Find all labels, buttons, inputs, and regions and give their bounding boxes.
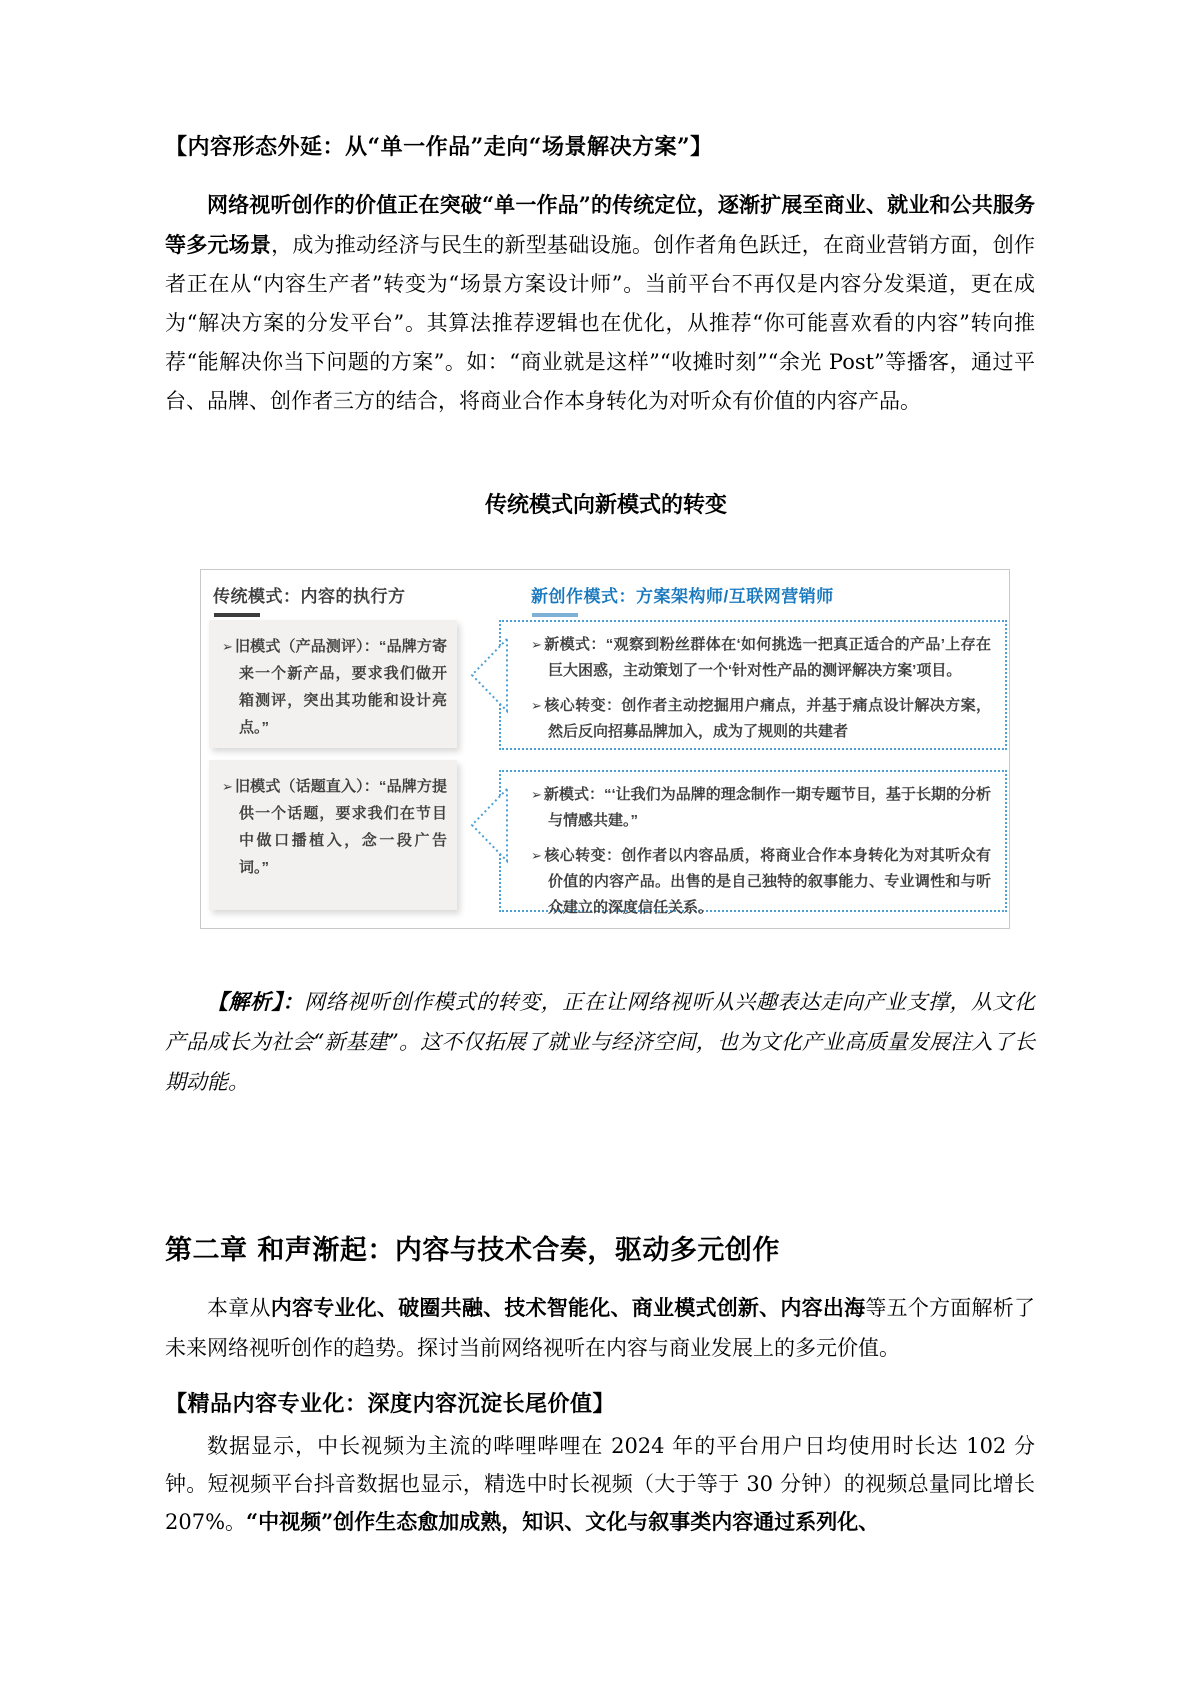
old-mode-item bbox=[222, 773, 447, 881]
core-shift-text: 核心转变：创作者主动挖掘用户痛点，并基于痛点设计解决方案，然后反向招募品牌加入，成为了规则的共建者 bbox=[543, 697, 991, 740]
old-mode-box-product-review bbox=[209, 620, 457, 748]
paragraph-bold-lead: 网络视听创作的价值正在突破“单一作品”的传统定位，逐渐扩展至商业、就业和公共服务等多元场景 bbox=[165, 192, 1035, 257]
callout-tail-icon bbox=[463, 636, 509, 714]
chapter-2-intro bbox=[165, 1288, 1035, 1368]
arrow-bullet-icon: ➢ bbox=[531, 698, 542, 713]
figure-panel bbox=[200, 569, 1010, 929]
new-mode-callout-2 bbox=[499, 770, 1007, 916]
analysis-paragraph bbox=[165, 982, 1035, 1102]
premium-paragraph-normal: 数据显示，中长视频为主流的哔哩哔哩在 2024 年的平台用户日均使用时长达 102 分钟。短视频平台抖音数据也显示，精选中时长视频（大于等于 30 分钟）的视频总量同比增长 207%。 bbox=[165, 1434, 1035, 1534]
premium-content-paragraph bbox=[165, 1427, 1035, 1541]
chapter-2-heading: 第二章 和声渐起：内容与技术合奏，驱动多元创作 bbox=[165, 1235, 780, 1266]
paragraph-content-extension bbox=[165, 185, 1035, 421]
intro-bold-keywords: 内容专业化、破圈共融、技术智能化、商业模式创新、内容出海 bbox=[270, 1295, 866, 1320]
intro-rest: 等五个方面解析了未来网络视听创作的趋势。探讨当前网络视听在内容与商业发展上的多元价值。 bbox=[165, 1296, 1036, 1360]
arrow-bullet-icon: ➢ bbox=[222, 779, 233, 794]
new-mode-item bbox=[531, 782, 991, 834]
left-header-underline bbox=[214, 613, 260, 617]
old-mode-item bbox=[222, 633, 447, 741]
arrow-bullet-icon: ➢ bbox=[531, 637, 542, 652]
intro-prefix: 本章从 bbox=[207, 1296, 271, 1320]
core-shift-text: 核心转变：创作者以内容品质，将商业合作本身转化为对其听众有价值的内容产品。出售的是自己独特的叙事能力、专业调性和与听众建立的深度信任关系。 bbox=[543, 847, 991, 916]
analysis-text: 网络视听创作模式的转变，正在让网络视听从兴趣表达走向产业支撑，从文化产品成长为社会“新基建”。这不仅拓展了就业与经济空间，也为文化产业高质量发展注入了长期动能。 bbox=[165, 990, 1036, 1094]
figure-mode-transition bbox=[200, 488, 1012, 929]
figure-right-column-header: 新创作模式：方案架构师/互联网营销师 bbox=[531, 587, 834, 606]
figure-left-column-header: 传统模式：内容的执行方 bbox=[213, 587, 406, 606]
new-mode-callout-1 bbox=[499, 620, 1007, 750]
new-mode-text: 新模式：“观察到粉丝群体在‘如何挑选一把真正适合的产品’上存在巨大困惑，主动策划了一个‘针对性产品的测评解决方案’项目。 bbox=[543, 636, 991, 679]
new-mode-text: 新模式：“‘让我们为品牌的理念制作一期专题节目，基于长期的分析与情感共建。” bbox=[543, 786, 991, 829]
subsection-heading-premium-content: 【精品内容专业化：深度内容沉淀长尾价值】 bbox=[165, 1391, 616, 1417]
right-header-underline bbox=[532, 613, 578, 617]
arrow-bullet-icon: ➢ bbox=[531, 848, 542, 863]
analysis-label: 【解析】： bbox=[207, 989, 305, 1014]
callout-tail-icon bbox=[463, 786, 509, 864]
figure-title: 传统模式向新模式的转变 bbox=[484, 492, 727, 518]
old-mode-text: 旧模式（话题直入）：“品牌方提供一个话题，要求我们在节目中做口播植入，念一段广告词。” bbox=[234, 778, 447, 876]
paragraph-rest: ，成为推动经济与民生的新型基础设施。创作者角色跃迁，在商业营销方面，创作者正在从“内容生产者”转变为“场景方案设计师”。当前平台不再仅是内容分发渠道，更在成为“解决方案的分发平台”。其算法推荐逻辑也在优化，从推荐“你可能喜欢看的内容”转向推荐“能解决你当下问题的方案”。如：“商业就是这样”“收摊时刻”“余光 Post”等播客，通过平台、品牌、创作者三方的结合，将商业合作本身转化为对听众有价值的内容产品。 bbox=[165, 233, 1035, 413]
arrow-bullet-icon: ➢ bbox=[531, 787, 542, 802]
section-heading-content-extension: 【内容形态外延：从“单一作品”走向“场景解决方案”】 bbox=[165, 134, 713, 160]
new-mode-item bbox=[531, 632, 991, 684]
core-shift-item bbox=[531, 843, 991, 921]
old-mode-text: 旧模式（产品测评）：“品牌方寄来一个新产品，要求我们做开箱测评，突出其功能和设计亮点。” bbox=[234, 638, 447, 736]
old-mode-box-topic-insert bbox=[209, 760, 457, 910]
arrow-bullet-icon: ➢ bbox=[222, 639, 233, 654]
core-shift-item bbox=[531, 693, 991, 745]
premium-paragraph-bold: “中视频”创作生态愈加成熟，知识、文化与叙事类内容通过系列化、 bbox=[246, 1509, 880, 1534]
